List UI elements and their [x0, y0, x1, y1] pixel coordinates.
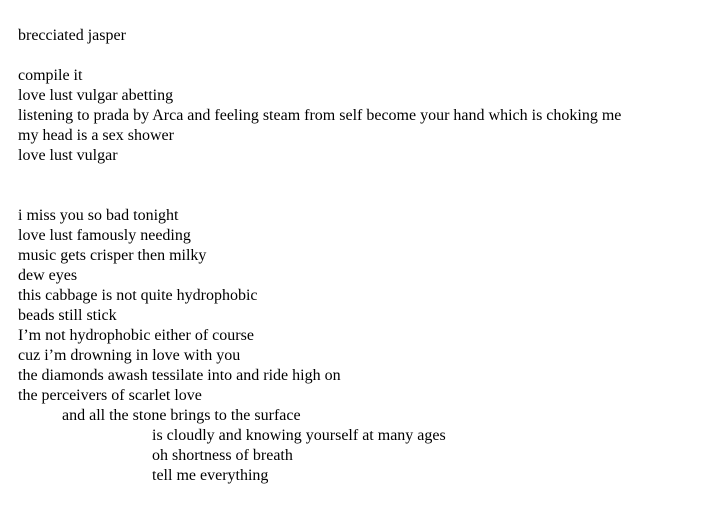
poem-line-indented: oh shortness of breath [152, 447, 293, 464]
poem-line-indented: and all the stone brings to the surface [62, 407, 301, 424]
poem-title: brecciated jasper [18, 27, 126, 44]
poem-line: compile it [18, 67, 83, 84]
poem-line: beads still stick [18, 307, 117, 324]
poem-line: dew eyes [18, 267, 78, 284]
poem-line: cuz i’m drowning in love with you [18, 347, 241, 364]
poem-line: the diamonds awash tessilate into and ride high on [18, 367, 341, 384]
poem-line: love lust vulgar [18, 147, 118, 164]
poem-line: listening to prada by Arca and feeling steam from self become your hand which is choking me [18, 107, 622, 124]
poem-line-indented: is cloudly and knowing yourself at many ages [152, 427, 446, 444]
poem-line: my head is a sex shower [18, 127, 174, 144]
poem-line: the perceivers of scarlet love [18, 387, 202, 404]
stanza-break [18, 186, 698, 206]
stanza-1 [18, 66, 698, 166]
poem-line: this cabbage is not quite hydrophobic [18, 287, 258, 304]
stanza-break [18, 46, 698, 66]
poem-line: music gets crisper then milky [18, 247, 207, 264]
poem-line-indented: tell me everything [152, 467, 269, 484]
stanza-2 [18, 206, 698, 486]
poem-line: I’m not hydrophobic either of course [18, 327, 254, 344]
stanza-break [18, 166, 698, 186]
poem-line: love lust famously needing [18, 227, 191, 244]
poem-line: love lust vulgar abetting [18, 87, 174, 104]
poem [18, 26, 698, 486]
poem-line: i miss you so bad tonight [18, 207, 179, 224]
